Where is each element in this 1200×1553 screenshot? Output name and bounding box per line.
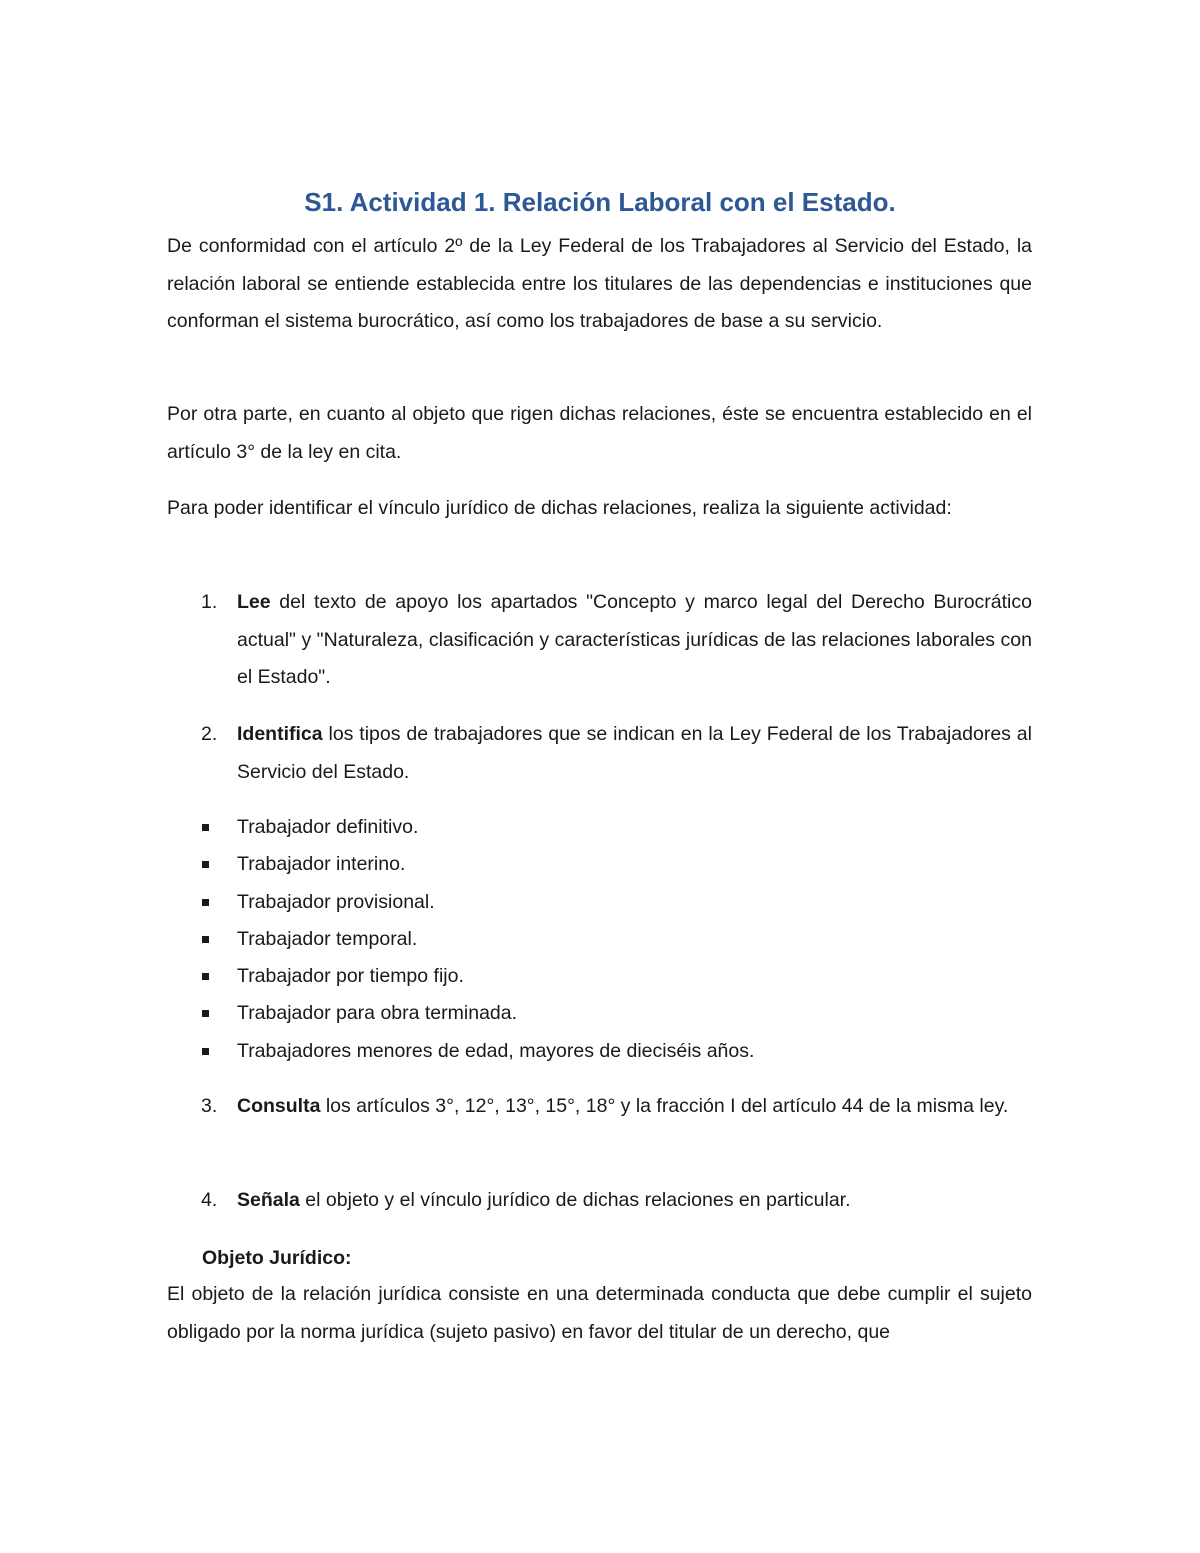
step-text: el objeto y el vínculo jurídico de dichas relaciones en particular. (299, 1189, 851, 1211)
list-item-text: Trabajador para obra terminada. (237, 1002, 518, 1025)
list-item (200, 809, 754, 846)
bullet-square-icon (202, 861, 209, 868)
step-text: los tipos de trabajadores que se indican en la Ley Federal de los Trabajadores al Servicio del Estado. (237, 723, 1032, 783)
document-title: S1. Actividad 1. Relación Laboral con el Estado. (304, 187, 896, 217)
step-text: los artículos 3°, 12°, 13°, 15°, 18° y la fracción I del artículo 44 de la misma ley. (320, 1095, 1009, 1117)
intro-paragraph: De conformidad con el artículo 2º de la Ley Federal de los Trabajadores al Servicio del Estado, la relación laboral se entiende establecida entre los titulares de las dependencias e instituciones que conforman el sistema burocrático, así como los trabajadores de base a su servicio. (167, 235, 1032, 332)
bullet-square-icon (202, 1010, 209, 1017)
list-item (200, 846, 754, 883)
step-item (201, 716, 1032, 791)
list-item (200, 884, 754, 921)
step-text: del texto de apoyo los apartados "Concepto y marco legal del Derecho Burocrático actual" y "Naturaleza, clasificación y características jurídicas de las relaciones laborales con el Estado". (237, 591, 1032, 688)
bullet-square-icon (202, 824, 209, 831)
activity-paragraph: Para poder identificar el vínculo jurídico de dichas relaciones, realiza la siguiente actividad: (167, 497, 952, 519)
bullet-square-icon (202, 973, 209, 980)
bullet-square-icon (202, 1048, 209, 1055)
list-item-text: Trabajador interino. (237, 853, 406, 876)
step-item (201, 1182, 1032, 1220)
bullet-square-icon (202, 899, 209, 906)
bullet-square-icon (202, 936, 209, 943)
list-item-text: Trabajador definitivo. (237, 816, 419, 838)
list-item-text: Trabajador temporal. (237, 927, 418, 950)
step-item (201, 584, 1032, 697)
object-paragraph: Por otra parte, en cuanto al objeto que rigen dichas relaciones, éste se encuentra establecido en el artículo 3° de la ley en cita. (167, 403, 1032, 463)
section-subheading: Objeto Jurídico: (202, 1247, 352, 1269)
list-item-text: Trabajador por tiempo fijo. (237, 965, 464, 988)
closing-paragraph: El objeto de la relación jurídica consiste en una determinada conducta que debe cumplir el sujeto obligado por la norma jurídica (sujeto pasivo) en favor del titular de un derecho, que (167, 1283, 1032, 1343)
step-number: 4. (201, 1189, 218, 1211)
list-item-text: Trabajadores menores de edad, mayores de dieciséis años. (237, 1039, 755, 1062)
list-item-text: Trabajador provisional. (237, 890, 435, 913)
step-verb: Lee (237, 591, 271, 613)
list-item (200, 958, 754, 995)
step-number: 1. (201, 591, 218, 613)
step-number: 3. (201, 1095, 218, 1117)
list-item (200, 1033, 754, 1070)
worker-types-list (200, 809, 754, 1070)
step-number: 2. (201, 723, 218, 745)
step-verb: Identifica (237, 723, 323, 745)
step-item (201, 1088, 1032, 1126)
step-verb: Señala (237, 1189, 300, 1211)
list-item (200, 995, 754, 1032)
step-verb: Consulta (237, 1095, 321, 1117)
list-item (200, 921, 754, 958)
